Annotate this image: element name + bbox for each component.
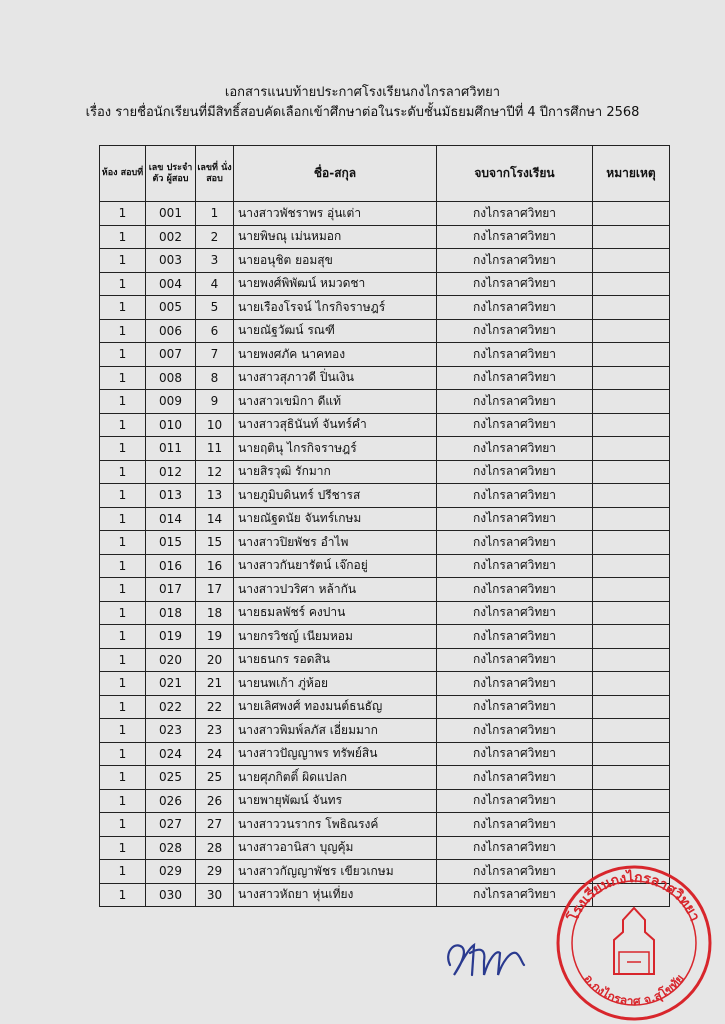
cell-seat-number: 25 (196, 766, 234, 790)
cell-applicant-id: 015 (146, 531, 196, 555)
cell-student-name: นางสาวสุธินันท์ จันทร์คำ (234, 413, 437, 437)
cell-applicant-id: 005 (146, 296, 196, 320)
cell-room: 1 (100, 554, 146, 578)
cell-previous-school: กงไกรลาศวิทยา (437, 343, 593, 367)
cell-room: 1 (100, 836, 146, 860)
cell-room: 1 (100, 789, 146, 813)
column-header-school: จบจากโรงเรียน (437, 146, 593, 202)
table-row (100, 484, 670, 508)
table-row (100, 648, 670, 672)
cell-room: 1 (100, 437, 146, 461)
cell-student-name: นายธมลพัชร์ คงปาน (234, 601, 437, 625)
cell-room: 1 (100, 695, 146, 719)
cell-student-name: นางสาวพัชราพร อุ่นเต่า (234, 202, 437, 226)
cell-previous-school: กงไกรลาศวิทยา (437, 742, 593, 766)
cell-seat-number: 30 (196, 883, 234, 907)
cell-room: 1 (100, 390, 146, 414)
cell-note (593, 601, 670, 625)
cell-applicant-id: 003 (146, 249, 196, 273)
cell-seat-number: 15 (196, 531, 234, 555)
table-row (100, 554, 670, 578)
table-row (100, 719, 670, 743)
table-row (100, 836, 670, 860)
cell-applicant-id: 025 (146, 766, 196, 790)
column-header-id: เลข ประจำตัว ผู้สอบ (146, 146, 196, 202)
cell-seat-number: 6 (196, 319, 234, 343)
cell-previous-school: กงไกรลาศวิทยา (437, 319, 593, 343)
cell-previous-school: กงไกรลาศวิทยา (437, 413, 593, 437)
table-row (100, 578, 670, 602)
cell-previous-school: กงไกรลาศวิทยา (437, 390, 593, 414)
table-row (100, 601, 670, 625)
table-row (100, 437, 670, 461)
cell-student-name: นายกรวิชญ์ เนียมหอม (234, 625, 437, 649)
cell-student-name: นายพายุพัฒน์ จันทร (234, 789, 437, 813)
column-header-note: หมายเหตุ (593, 146, 670, 202)
cell-note (593, 272, 670, 296)
cell-student-name: นางสาววนรากร โพธิณรงค์ (234, 813, 437, 837)
cell-applicant-id: 013 (146, 484, 196, 508)
table-row (100, 766, 670, 790)
cell-room: 1 (100, 249, 146, 273)
cell-student-name: นางสาวเขมิกา ดีแท้ (234, 390, 437, 414)
table-row (100, 672, 670, 696)
table-row (100, 343, 670, 367)
cell-student-name: นายสิรวุฒิ รักมาก (234, 460, 437, 484)
cell-room: 1 (100, 578, 146, 602)
cell-previous-school: กงไกรลาศวิทยา (437, 625, 593, 649)
signature-mark (440, 935, 530, 985)
cell-seat-number: 16 (196, 554, 234, 578)
cell-room: 1 (100, 507, 146, 531)
cell-note (593, 531, 670, 555)
cell-applicant-id: 028 (146, 836, 196, 860)
cell-note (593, 813, 670, 837)
column-header-room: ห้อง สอบที่ (100, 146, 146, 202)
cell-room: 1 (100, 413, 146, 437)
cell-student-name: นายนพเก้า ภู่ห้อย (234, 672, 437, 696)
cell-student-name: นายเลิศพงศ์ ทองมนต์ธนธัญ (234, 695, 437, 719)
table-row (100, 531, 670, 555)
table-row (100, 319, 670, 343)
cell-note (593, 766, 670, 790)
table-row (100, 625, 670, 649)
cell-note (593, 625, 670, 649)
cell-student-name: นายณัฐวัฒน์ รณฑี (234, 319, 437, 343)
cell-seat-number: 2 (196, 225, 234, 249)
cell-room: 1 (100, 766, 146, 790)
cell-applicant-id: 024 (146, 742, 196, 766)
cell-student-name: นางสาวอานิสา บุญคุ้ม (234, 836, 437, 860)
cell-previous-school: กงไกรลาศวิทยา (437, 437, 593, 461)
column-header-seat: เลขที่ นั่ง สอบ (196, 146, 234, 202)
document-subject: เรื่อง รายชื่อนักเรียนที่มีสิทธิ์สอบคัดเลือกเข้าศึกษาต่อในระดับชั้นมัธยมศึกษาปีที่ 4 ปีการศึกษา 2568 (85, 105, 640, 120)
cell-applicant-id: 014 (146, 507, 196, 531)
cell-student-name: นางสาวปวริศา หล้ากัน (234, 578, 437, 602)
cell-previous-school: กงไกรลาศวิทยา (437, 531, 593, 555)
cell-previous-school: กงไกรลาศวิทยา (437, 225, 593, 249)
cell-applicant-id: 022 (146, 695, 196, 719)
cell-note (593, 719, 670, 743)
cell-seat-number: 20 (196, 648, 234, 672)
cell-student-name: นายพงศภัค นาคทอง (234, 343, 437, 367)
cell-student-name: นายพิษณุ เม่นหมอก (234, 225, 437, 249)
cell-seat-number: 17 (196, 578, 234, 602)
cell-room: 1 (100, 484, 146, 508)
cell-applicant-id: 026 (146, 789, 196, 813)
table-row (100, 272, 670, 296)
cell-note (593, 413, 670, 437)
cell-seat-number: 27 (196, 813, 234, 837)
cell-room: 1 (100, 272, 146, 296)
table-row (100, 695, 670, 719)
cell-seat-number: 28 (196, 836, 234, 860)
cell-student-name: นางสาวกันยารัตน์ เจ๊กอยู่ (234, 554, 437, 578)
cell-seat-number: 8 (196, 366, 234, 390)
table-row (100, 460, 670, 484)
cell-previous-school: กงไกรลาศวิทยา (437, 484, 593, 508)
cell-previous-school: กงไกรลาศวิทยา (437, 672, 593, 696)
cell-previous-school: กงไกรลาศวิทยา (437, 296, 593, 320)
cell-previous-school: กงไกรลาศวิทยา (437, 813, 593, 837)
cell-note (593, 507, 670, 531)
cell-seat-number: 22 (196, 695, 234, 719)
cell-room: 1 (100, 319, 146, 343)
cell-note (593, 554, 670, 578)
cell-previous-school: กงไกรลาศวิทยา (437, 695, 593, 719)
cell-seat-number: 24 (196, 742, 234, 766)
table-row (100, 413, 670, 437)
cell-applicant-id: 012 (146, 460, 196, 484)
cell-previous-school: กงไกรลาศวิทยา (437, 766, 593, 790)
cell-room: 1 (100, 625, 146, 649)
cell-previous-school: กงไกรลาศวิทยา (437, 507, 593, 531)
table-header-row (100, 146, 670, 202)
cell-applicant-id: 030 (146, 883, 196, 907)
cell-room: 1 (100, 742, 146, 766)
cell-note (593, 202, 670, 226)
table-row (100, 742, 670, 766)
cell-student-name: นางสาวปิยพัชร อำไพ (234, 531, 437, 555)
cell-student-name: นายเรืองโรจน์ ไกรกิจราษฎร์ (234, 296, 437, 320)
cell-note (593, 249, 670, 273)
cell-seat-number: 23 (196, 719, 234, 743)
cell-student-name: นายธนกร รอดสิน (234, 648, 437, 672)
table-body (100, 202, 670, 907)
cell-previous-school: กงไกรลาศวิทยา (437, 578, 593, 602)
cell-previous-school: กงไกรลาศวิทยา (437, 202, 593, 226)
table-row (100, 296, 670, 320)
cell-note (593, 390, 670, 414)
cell-previous-school: กงไกรลาศวิทยา (437, 719, 593, 743)
cell-previous-school: กงไกรลาศวิทยา (437, 836, 593, 860)
cell-applicant-id: 027 (146, 813, 196, 837)
cell-seat-number: 4 (196, 272, 234, 296)
cell-previous-school: กงไกรลาศวิทยา (437, 648, 593, 672)
cell-note (593, 343, 670, 367)
cell-applicant-id: 001 (146, 202, 196, 226)
document-title: เอกสารแนบท้ายประกาศโรงเรียนกงไกรลาศวิทยา (224, 85, 501, 100)
cell-room: 1 (100, 672, 146, 696)
cell-seat-number: 26 (196, 789, 234, 813)
cell-room: 1 (100, 531, 146, 555)
cell-note (593, 695, 670, 719)
cell-room: 1 (100, 813, 146, 837)
seal-top-text: โรงเรียนกงไกรลาศวิทยา (565, 869, 703, 924)
cell-note (593, 296, 670, 320)
cell-applicant-id: 004 (146, 272, 196, 296)
cell-seat-number: 11 (196, 437, 234, 461)
cell-applicant-id: 029 (146, 860, 196, 884)
cell-note (593, 319, 670, 343)
cell-seat-number: 3 (196, 249, 234, 273)
table-row (100, 789, 670, 813)
cell-student-name: นายอนุชิต ยอมสุข (234, 249, 437, 273)
cell-note (593, 742, 670, 766)
cell-previous-school: กงไกรลาศวิทยา (437, 789, 593, 813)
cell-seat-number: 14 (196, 507, 234, 531)
cell-note (593, 225, 670, 249)
cell-student-name: นายศุภกิตติ์ ผิดแปลก (234, 766, 437, 790)
cell-previous-school: กงไกรลาศวิทยา (437, 601, 593, 625)
cell-note (593, 672, 670, 696)
cell-seat-number: 7 (196, 343, 234, 367)
cell-note (593, 648, 670, 672)
cell-seat-number: 1 (196, 202, 234, 226)
table-row (100, 366, 670, 390)
cell-applicant-id: 016 (146, 554, 196, 578)
cell-seat-number: 12 (196, 460, 234, 484)
cell-applicant-id: 023 (146, 719, 196, 743)
cell-room: 1 (100, 648, 146, 672)
svg-text:โรงเรียนกงไกรลาศวิทยา (563, 868, 702, 925)
cell-applicant-id: 011 (146, 437, 196, 461)
cell-room: 1 (100, 860, 146, 884)
cell-note (593, 484, 670, 508)
cell-room: 1 (100, 460, 146, 484)
cell-student-name: นายภูมิบดินทร์ ปรีชารส (234, 484, 437, 508)
student-roster-table (99, 145, 670, 907)
cell-note (593, 789, 670, 813)
column-header-name: ชื่อ-สกุล (234, 146, 437, 202)
cell-room: 1 (100, 296, 146, 320)
cell-room: 1 (100, 343, 146, 367)
cell-note (593, 437, 670, 461)
table-row (100, 225, 670, 249)
cell-seat-number: 19 (196, 625, 234, 649)
cell-student-name: นายฤตินุ ไกรกิจราษฎร์ (234, 437, 437, 461)
cell-previous-school: กงไกรลาศวิทยา (437, 460, 593, 484)
cell-note (593, 836, 670, 860)
cell-applicant-id: 006 (146, 319, 196, 343)
cell-student-name: นางสาวปัญญาพร ทรัพย์สิน (234, 742, 437, 766)
cell-seat-number: 13 (196, 484, 234, 508)
cell-seat-number: 29 (196, 860, 234, 884)
seal-bottom-text: อ.กงไกรลาศ จ.สุโขทัย (580, 971, 688, 1009)
table-row (100, 202, 670, 226)
cell-note (593, 366, 670, 390)
cell-room: 1 (100, 366, 146, 390)
table-row (100, 507, 670, 531)
cell-applicant-id: 010 (146, 413, 196, 437)
cell-previous-school: กงไกรลาศวิทยา (437, 883, 593, 907)
cell-previous-school: กงไกรลาศวิทยา (437, 249, 593, 273)
cell-previous-school: กงไกรลาศวิทยา (437, 554, 593, 578)
cell-applicant-id: 020 (146, 648, 196, 672)
cell-room: 1 (100, 883, 146, 907)
cell-applicant-id: 007 (146, 343, 196, 367)
cell-previous-school: กงไกรลาศวิทยา (437, 366, 593, 390)
school-seal-stamp (553, 862, 715, 1024)
cell-seat-number: 10 (196, 413, 234, 437)
cell-seat-number: 21 (196, 672, 234, 696)
cell-applicant-id: 021 (146, 672, 196, 696)
cell-previous-school: กงไกรลาศวิทยา (437, 860, 593, 884)
cell-applicant-id: 018 (146, 601, 196, 625)
cell-room: 1 (100, 225, 146, 249)
cell-student-name: นางสาวสุภาวดี ปิ่นเงิน (234, 366, 437, 390)
cell-applicant-id: 017 (146, 578, 196, 602)
cell-student-name: นางสาวพิมพ์ลภัส เอี่ยมมาก (234, 719, 437, 743)
cell-student-name: นายณัฐดนัย จันทร์เกษม (234, 507, 437, 531)
cell-applicant-id: 019 (146, 625, 196, 649)
cell-seat-number: 5 (196, 296, 234, 320)
cell-applicant-id: 002 (146, 225, 196, 249)
cell-applicant-id: 008 (146, 366, 196, 390)
cell-seat-number: 18 (196, 601, 234, 625)
cell-seat-number: 9 (196, 390, 234, 414)
table-row (100, 813, 670, 837)
table-row (100, 390, 670, 414)
cell-previous-school: กงไกรลาศวิทยา (437, 272, 593, 296)
cell-applicant-id: 009 (146, 390, 196, 414)
svg-text:อ.กงไกรลาศ จ.สุโขทัย (581, 972, 687, 1009)
cell-room: 1 (100, 601, 146, 625)
cell-note (593, 578, 670, 602)
cell-student-name: นางสาวกัญญาพัชร เขียวเกษม (234, 860, 437, 884)
cell-student-name: นางสาวหัถยา หุ่นเที่ยง (234, 883, 437, 907)
cell-note (593, 460, 670, 484)
cell-student-name: นายพงศ์พิพัฒน์ หมวดชา (234, 272, 437, 296)
cell-room: 1 (100, 719, 146, 743)
cell-room: 1 (100, 202, 146, 226)
table-row (100, 249, 670, 273)
